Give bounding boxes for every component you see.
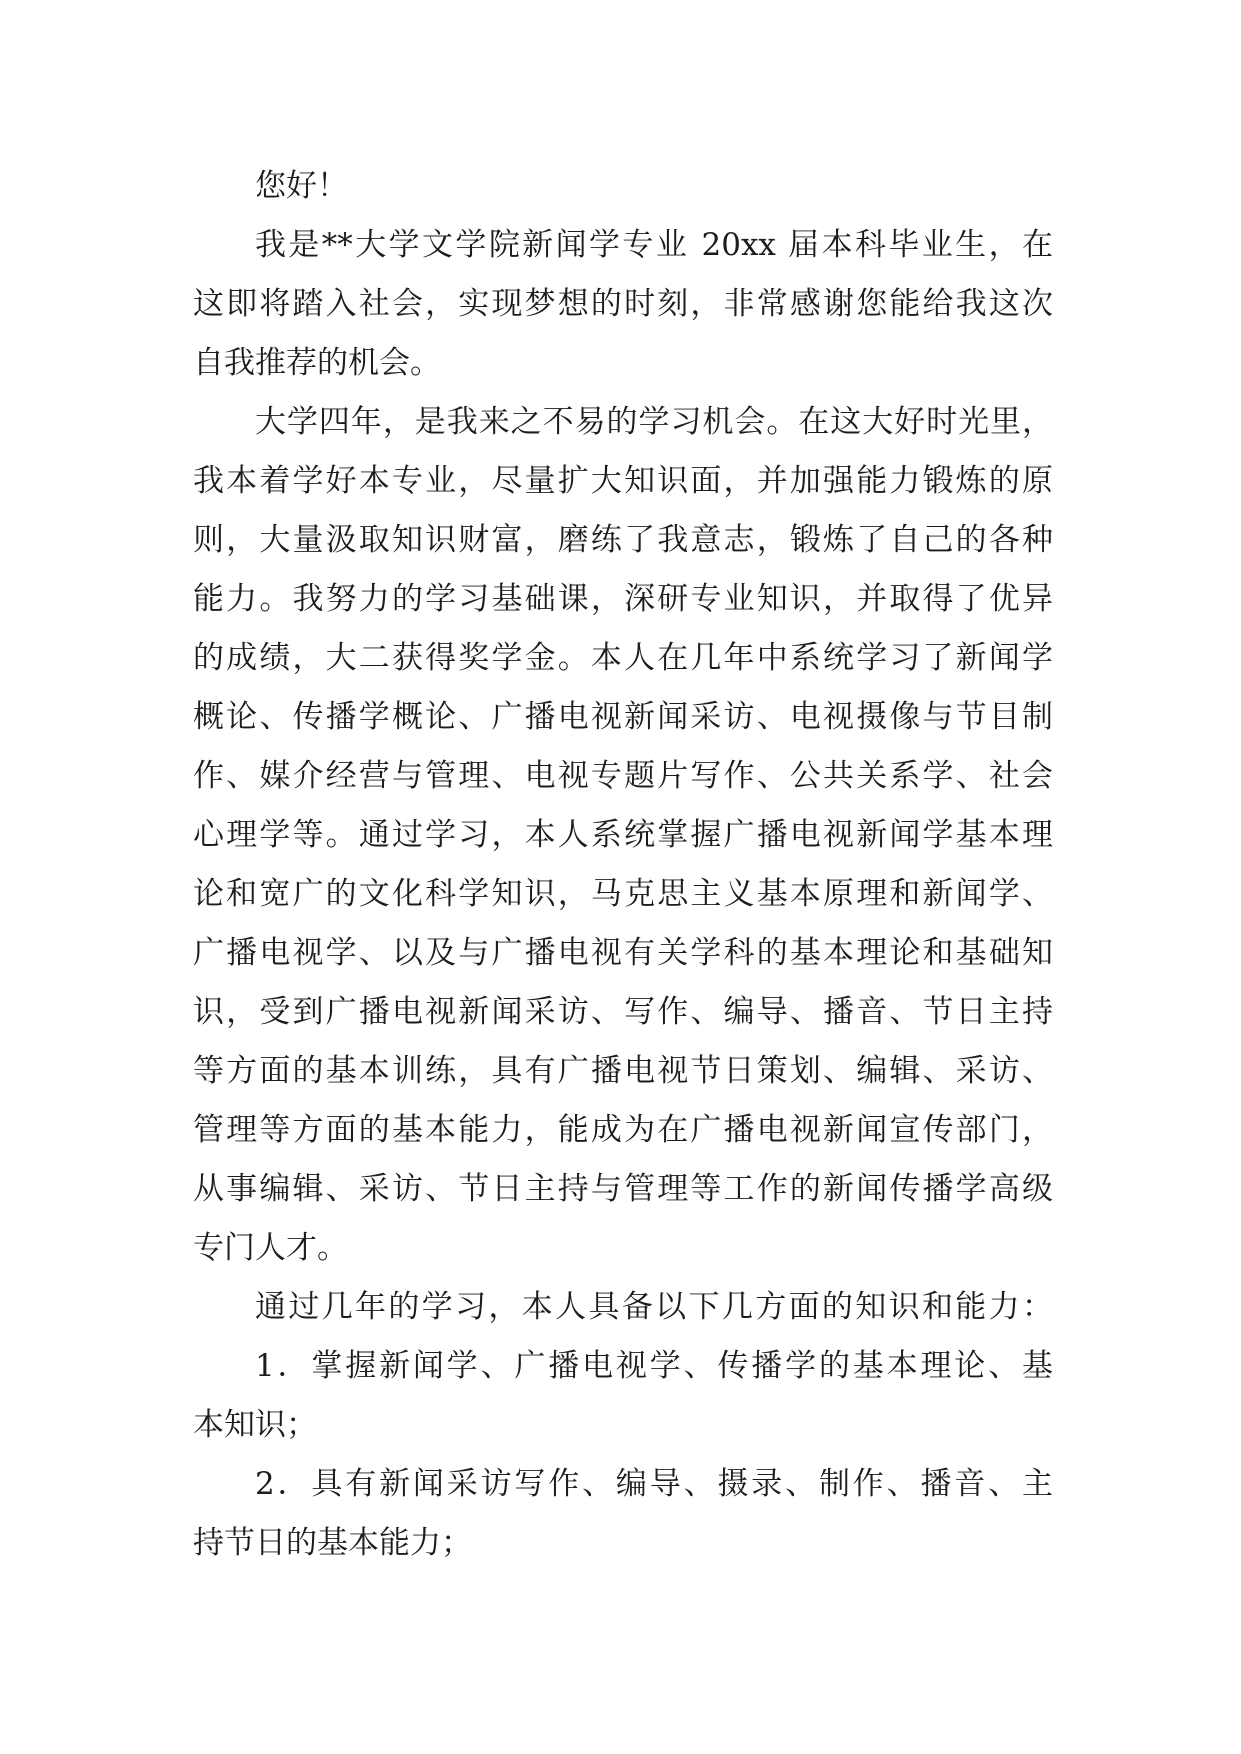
text-line: 广播电视学、以及与广播电视有关学科的基本理论和基础知 [193,935,1053,971]
text-line: 专门人才。 [193,1230,348,1266]
letter-body [193,157,1053,1573]
text-line: 论和宽广的文化科学知识，马克思主义基本原理和新闻学、 [193,876,1053,912]
text-line-greeting: 您好！ [255,168,348,204]
list-item-1: 1．掌握新闻学、广播电视学、传播学的基本理论、基 [255,1348,1053,1384]
text-line: 自我推荐的机会。 [193,345,441,381]
text-line: 通过几年的学习，本人具备以下几方面的知识和能力： [255,1289,1053,1325]
text-line: 识，受到广播电视新闻采访、写作、编导、播音、节日主持 [193,994,1053,1030]
text-line: 等方面的基本训练，具有广播电视节日策划、编辑、采访、 [193,1053,1053,1089]
text-line: 我本着学好本专业，尽量扩大知识面，并加强能力锻炼的原 [193,463,1053,499]
list-item-2: 2．具有新闻采访写作、编导、摄录、制作、播音、主 [255,1466,1053,1502]
text-line: 我是**大学文学院新闻学专业 20xx 届本科毕业生，在 [255,227,1053,263]
text-line: 能力。我努力的学习基础课，深研专业知识，并取得了优异 [193,581,1053,617]
text-line: 作、媒介经营与管理、电视专题片写作、公共关系学、社会 [193,758,1053,794]
text-line: 则，大量汲取知识财富，磨练了我意志，锻炼了自己的各种 [193,522,1053,558]
text-line: 大学四年，是我来之不易的学习机会。在这大好时光里， [255,404,1053,440]
text-line: 的成绩，大二获得奖学金。本人在几年中系统学习了新闻学 [193,640,1053,676]
list-item-1-cont: 本知识； [193,1407,317,1443]
text-line: 管理等方面的基本能力，能成为在广播电视新闻宣传部门， [193,1112,1053,1148]
list-item-2-cont: 持节日的基本能力； [193,1525,472,1561]
text-line: 心理学等。通过学习，本人系统掌握广播电视新闻学基本理 [193,817,1053,853]
text-line: 概论、传播学概论、广播电视新闻采访、电视摄像与节目制 [193,699,1053,735]
text-line: 从事编辑、采访、节日主持与管理等工作的新闻传播学高级 [193,1171,1053,1207]
text-line: 这即将踏入社会，实现梦想的时刻，非常感谢您能给我这次 [193,286,1053,322]
